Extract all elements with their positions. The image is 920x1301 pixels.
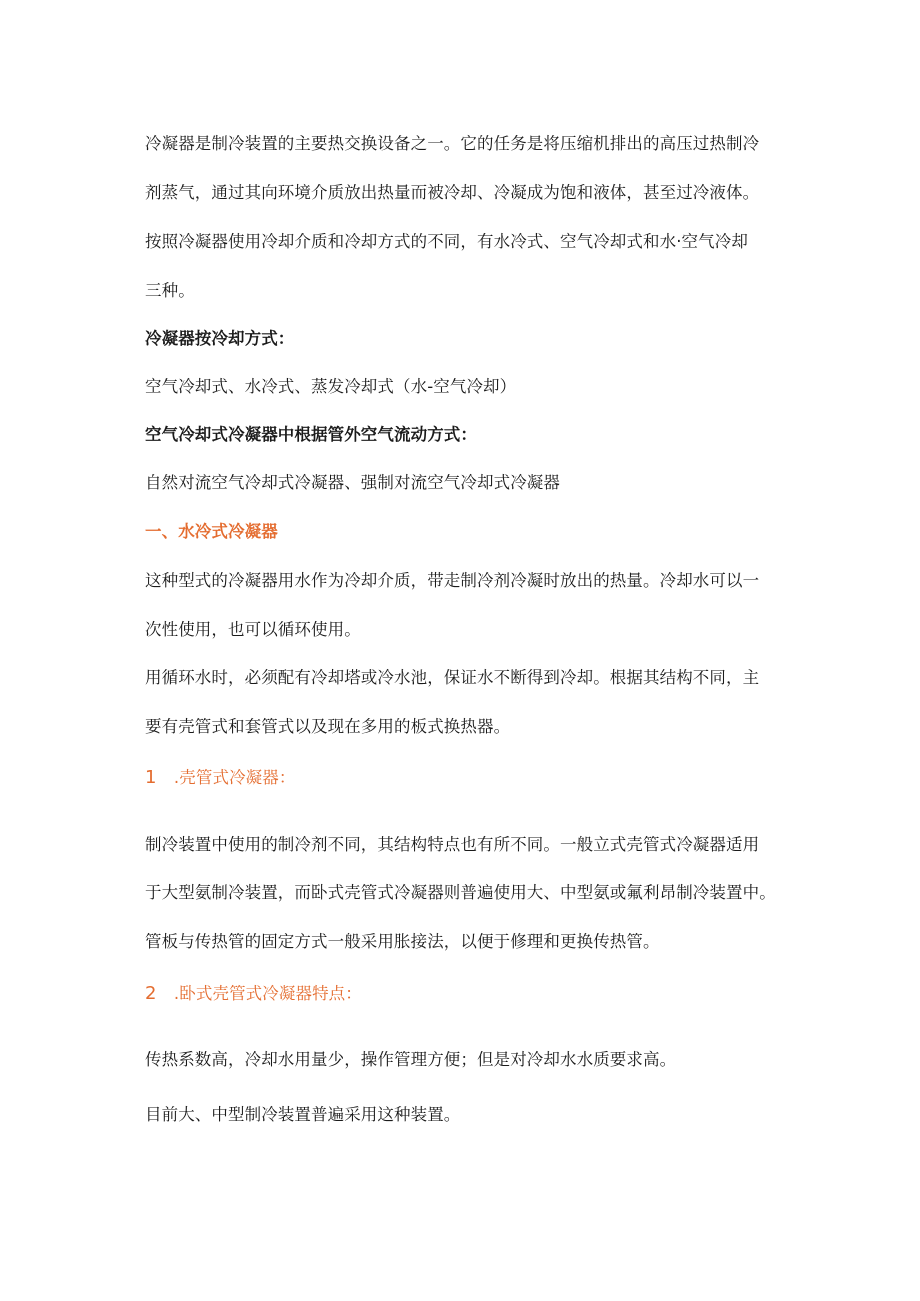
intro-line-2: 剂蒸气，通过其向环境介质放出热量而被冷却、冷凝成为饱和液体，甚至过冷液体。 — [145, 183, 760, 202]
section-1-p1-line-2: 次性使用，也可以循环使用。 — [145, 620, 361, 639]
subsection-2-number: 2 — [145, 983, 157, 1004]
cooling-method-text: 空气冷却式、水冷式、蒸发冷却式（水-空气冷却） — [145, 377, 517, 396]
subsection-1-line-2: 于大型氨制冷装置，而卧式壳管式冷凝器则普遍使用大、中型氨或氟利昂制冷装置中。 — [145, 883, 776, 902]
section-1-title: 一、水冷式冷凝器 — [145, 522, 278, 541]
subsection-2-line-2: 目前大、中型制冷装置普遍采用这种装置。 — [145, 1105, 461, 1124]
air-cooled-heading: 空气冷却式冷凝器中根据管外空气流动方式： — [145, 425, 477, 444]
section-1-p2-line-1: 用循环水时，必须配有冷却塔或冷水池，保证水不断得到冷却。根据其结构不同，主 — [145, 668, 760, 687]
cooling-method-heading: 冷凝器按冷却方式： — [145, 329, 295, 348]
subsection-1-number: 1 — [145, 767, 157, 788]
section-1-p1-line-1: 这种型式的冷凝器用水作为冷却介质，带走制冷剂冷凝时放出的热量。冷却水可以一 — [145, 571, 760, 590]
air-cooled-text: 自然对流空气冷却式冷凝器、强制对流空气冷却式冷凝器 — [145, 473, 560, 492]
intro-line-4: 三种。 — [145, 281, 195, 300]
subsection-1-heading — [145, 767, 295, 789]
subsection-1-line-3: 管板与传热管的固定方式一般采用胀接法，以便于修理和更换传热管。 — [145, 932, 660, 951]
subsection-1-line-1: 制冷装置中使用的制冷剂不同，其结构特点也有所不同。一般立式壳管式冷凝器适用 — [145, 835, 760, 854]
intro-line-1: 冷凝器是制冷装置的主要热交换设备之一。它的任务是将压缩机排出的高压过热制冷 — [145, 134, 760, 153]
subsection-1-title: .壳管式冷凝器： — [173, 768, 296, 787]
subsection-2-line-1: 传热系数高，冷却水用量少，操作管理方便；但是对冷却水水质要求高。 — [145, 1050, 677, 1069]
intro-line-3: 按照冷凝器使用冷却介质和冷却方式的不同，有水冷式、空气冷却式和水·空气冷却 — [145, 232, 748, 251]
subsection-2-title: .卧式壳管式冷凝器特点： — [173, 984, 362, 1003]
subsection-2-heading — [145, 983, 362, 1005]
section-1-p2-line-2: 要有壳管式和套管式以及现在多用的板式换热器。 — [145, 717, 511, 736]
